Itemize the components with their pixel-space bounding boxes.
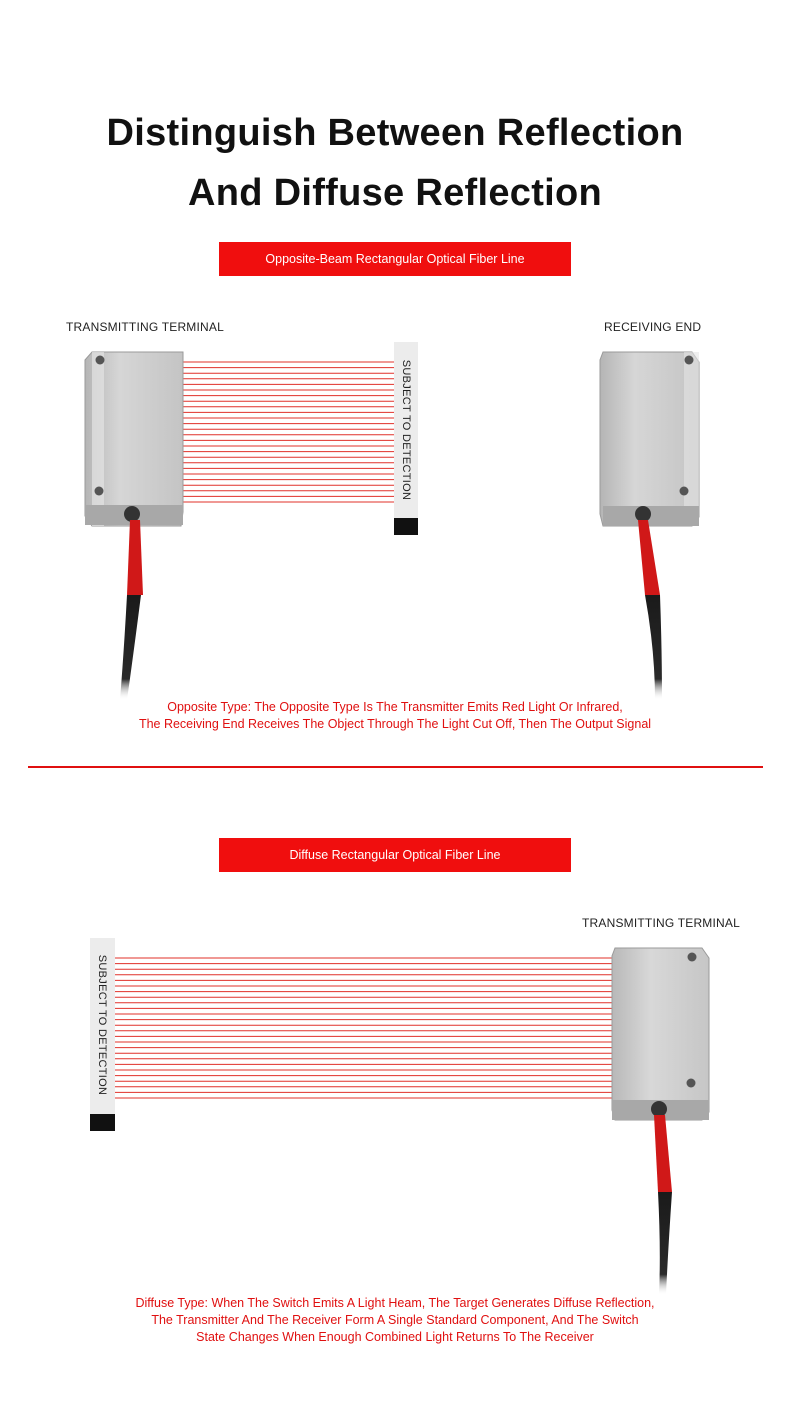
diffuse-banner: Diffuse Rectangular Optical Fiber Line: [219, 838, 571, 872]
subject-to-detection-label-bottom: SUBJECT TO DETECTION: [96, 954, 108, 1096]
receiver-sensor: [600, 352, 699, 526]
diffuse-type-description: [0, 1295, 790, 1346]
opposite-type-description: [0, 699, 790, 733]
diffuse-transmitter-sensor: [612, 948, 709, 1120]
opposite-description-line2: The Receiving End Receives The Object Through The Light Cut Off, Then The Output Signal: [138, 717, 652, 731]
diffuse-description-line1: Diffuse Type: When The Switch Emits A Light Heam, The Target Generates Diffuse Reflection,: [135, 1296, 655, 1310]
diffuse-illustration: [0, 900, 790, 1300]
transmitter-cable: [120, 520, 143, 700]
receiving-end-label: RECEIVING END: [604, 320, 702, 334]
transmitting-terminal-label: TRANSMITTING TERMINAL: [66, 320, 224, 334]
diffuse-description-line3: State Changes When Enough Combined Light Returns To The Receiver: [196, 1330, 594, 1344]
diffuse-transmitter-cable: [654, 1115, 672, 1295]
diffuse-transmitting-terminal-label: TRANSMITTING TERMINAL: [582, 916, 740, 930]
transmitter-sensor: [85, 352, 183, 526]
diffuse-light-beams: [115, 958, 612, 1098]
opposite-beam-banner: Opposite-Beam Rectangular Optical Fiber Line: [219, 242, 571, 276]
page-title-line1: Distinguish Between Reflection: [106, 112, 684, 154]
section-divider: [28, 766, 763, 768]
receiver-cable: [638, 520, 662, 700]
diffuse-description-line2: The Transmitter And The Receiver Form A Single Standard Component, And The Switch: [151, 1313, 639, 1327]
opposite-description-line1: Opposite Type: The Opposite Type Is The Transmitter Emits Red Light Or Infrared,: [167, 700, 623, 714]
subject-to-detection-label-top: SUBJECT TO DETECTION: [400, 359, 412, 501]
opposite-light-beams: [183, 362, 394, 502]
page-title-line2: And Diffuse Reflection: [187, 172, 603, 214]
